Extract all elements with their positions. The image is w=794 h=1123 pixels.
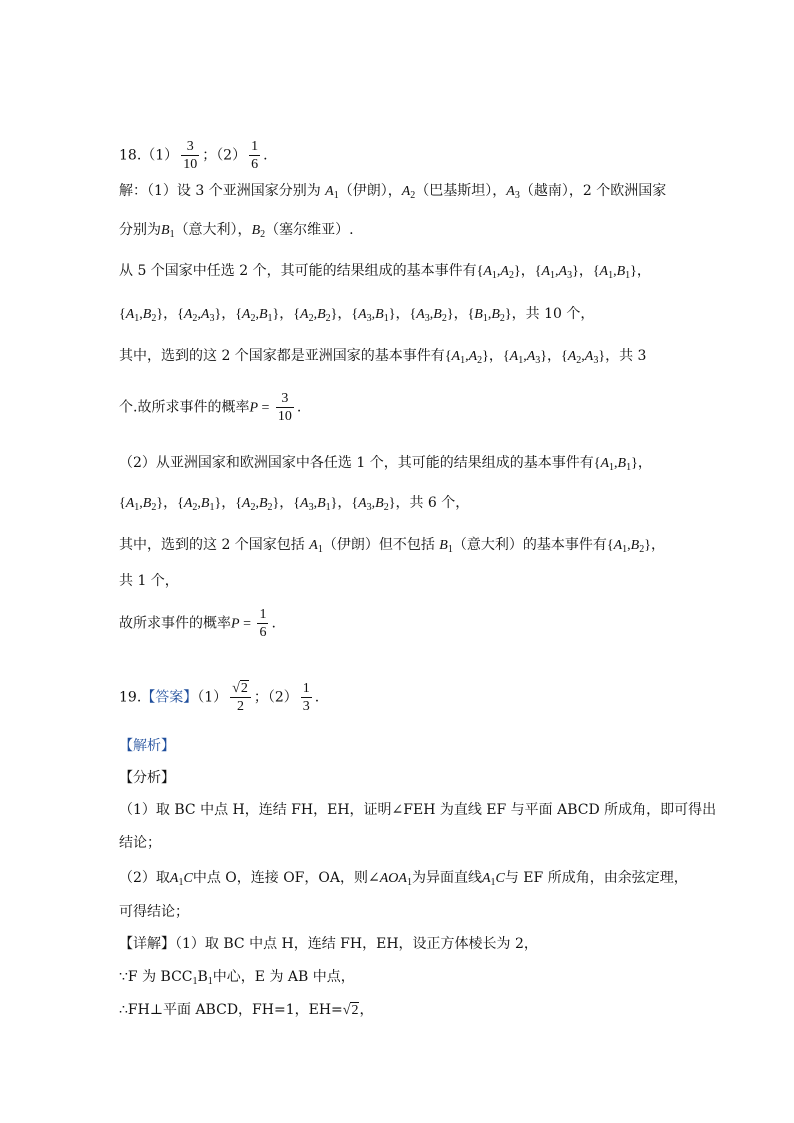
analysis-heading: 【解析】: [119, 738, 175, 754]
fraction: $\frac{√2}{2}$: [230, 680, 251, 715]
detail-line-3: ∴FH⊥平面 ABCD，FH=1，EH=√2，: [119, 1002, 374, 1018]
fenxi-line-1: （1）取 BC 中点 H，连结 FH，EH，证明∠FEH 为直线 EF 与平面 ABCD 所成角，即可得出: [119, 802, 717, 818]
detail-line-2: ∵F 为 $BCC_1B_1$中心，E 为 AB 中点，: [119, 969, 355, 987]
fenxi-line-4: 可得结论；: [119, 904, 189, 920]
q19-answer-line: 19.【答案】（1） $\frac{√2}{2}$ ；（2） $\frac{1}{3}$ .: [119, 681, 320, 714]
fraction: $\frac{1}{3}$: [302, 681, 310, 714]
question-number: 18.: [119, 147, 142, 164]
q18-solution-line-5: 其中，选到的这 2 个国家都是亚洲国家的基本事件有$\{A_1,A_2\}$，$\{A_1,A_3\}$，$\{A_2,A_3\}$，共 3: [119, 348, 647, 366]
fenxi-line-2: 结论；: [119, 835, 161, 851]
q18-solution-line-9: 其中，选到的这 2 个国家包括 $A_1$（伊朗）但不包括 $B_1$（意大利）的基本事件有$\{A_1,B_2\}$，: [119, 537, 665, 555]
question-number: 19.: [119, 689, 142, 706]
detail-line-1: 【详解】（1）取 BC 中点 H，连结 FH，EH，设正方体棱长为 2，: [119, 936, 538, 952]
q18-solution-line-1: 解：（1）设 3 个亚洲国家分别为 $A_1$（伊朗），$A_2$（巴基斯坦），$A_3$（越南），2 个欧洲国家: [119, 183, 667, 201]
fenxi-line-3: （2）取$A_1C$中点 O，连接 OF，OA，则$\angle AOA_1$为异面直线$A_1C$与 EF 所成角，由余弦定理，: [119, 870, 688, 888]
q18-solution-line-3: 从 5 个国家中任选 2 个，其可能的结果组成的基本事件有$\{A_1,A_2\}$，$\{A_1,A_3\}$，$\{A_1,B_1\}$，: [119, 263, 651, 281]
answer-tag: 【答案】: [141, 689, 198, 706]
q18-solution-line-6: 个.故所求事件的概率P = $\frac{3}{10}$ .: [119, 391, 302, 424]
fraction: $\frac{3}{10}$: [183, 139, 198, 172]
q18-solution-line-11: 故所求事件的概率P = $\frac{1}{6}$ .: [119, 607, 276, 640]
fenxi-heading: 【分析】: [119, 770, 175, 786]
fraction: $\frac{1}{6}$: [259, 607, 267, 640]
detail-tag: 【详解】: [119, 936, 175, 952]
fraction: $\frac{1}{6}$: [251, 139, 259, 172]
q18-solution-line-7: （2）从亚洲国家和欧洲国家中各任选 1 个，其可能的结果组成的基本事件有$\{A_1,B_1\}$，: [119, 455, 652, 473]
q18-solution-line-2: 分别为$B_1$（意大利），$B_2$（塞尔维亚）.: [119, 222, 354, 240]
q18-solution-line-10: 共 1 个，: [119, 573, 179, 589]
q18-solution-line-4: $\{A_1,B_2\}$，$\{A_2,A_3\}$，$\{A_2,B_1\}$，$\{A_2,B_2\}$，$\{A_3,B_1\}$，$\{A_3,B_2\}$，$\{B_1,B_2\}$，共 10 个，: [119, 306, 595, 324]
q18-solution-line-8: $\{A_1,B_2\}$，$\{A_2,B_1\}$，$\{A_2,B_2\}$，$\{A_3,B_1\}$，$\{A_3,B_2\}$，共 6 个，: [119, 495, 470, 513]
q18-answer-line: 18.（1） $\frac{3}{10}$ ；（2） $\frac{1}{6}$ .: [119, 139, 268, 172]
fraction: $\frac{3}{10}$: [277, 391, 292, 424]
